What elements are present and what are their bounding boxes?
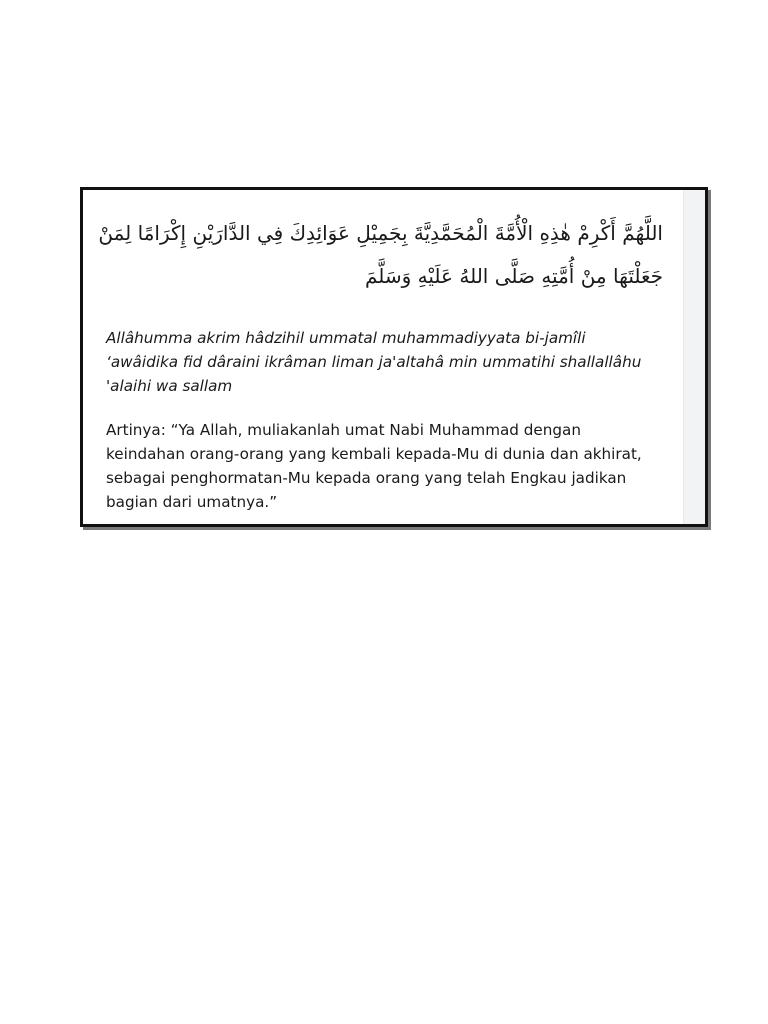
arabic-line: جَعَلْتَهَا مِنْ أُمَّتِهِ صَلَّى اللهُ عَلَيْهِ وَسَلَّمَ: [364, 264, 663, 288]
prayer-card-content: [83, 190, 684, 524]
translation-line: sebagai penghormatan-Mu kepada orang yang telah Engkau jadikan: [106, 469, 627, 487]
translation-line: keindahan orang-orang yang kembali kepada-Mu di dunia dan akhirat,: [106, 445, 642, 463]
prayer-card: [80, 187, 708, 527]
transliteration-text: [106, 326, 666, 398]
translation-text: [106, 418, 666, 514]
transliteration-line: Allâhumma akrim hâdzihil ummatal muhammadiyyata bi-jamîli: [106, 329, 586, 347]
card-scroll-strip: [683, 190, 705, 524]
transliteration-line: 'alaihi wa sallam: [106, 377, 233, 395]
arabic-line: اللَّهُمَّ أَكْرِمْ هٰذِهِ الْأُمَّةَ الْمُحَمَّدِيَّةَ بِجَمِيْلِ عَوَائِدِكَ فِي الدَّارَيْنِ إِكْرَامًا لِمَنْ: [98, 221, 663, 245]
arabic-prayer-text: [98, 212, 663, 298]
translation-line: Artinya: “Ya Allah, muliakanlah umat Nabi Muhammad dengan: [106, 421, 581, 439]
translation-line: bagian dari umatnya.”: [106, 493, 278, 511]
transliteration-line: ‘awâidika fid dâraini ikrâman liman ja'altahâ min ummatihi shallallâhu: [106, 353, 642, 371]
